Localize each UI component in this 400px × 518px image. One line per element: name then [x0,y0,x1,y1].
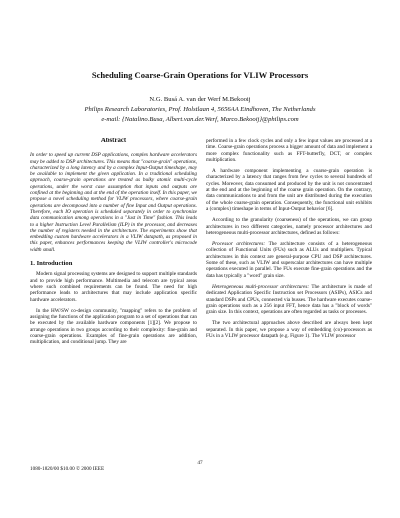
right-paragraph-6: The two architectural approaches above described are always been kept separated. In this paper, we propose a way of embedding (co)-processors as FUs in a VLIW processor datapath (e.g. Figure 1). The VLIW processor [206,320,372,340]
processor-architectures-paragraph [206,241,372,279]
multiprocessor-text: The architecture is made of dedicated Application Specific Instruction set Processors (ASIPs), ASICs and standard DSPs and CPUs, connected via busses. The hardware executes coarse-grain operations such as a 256 input FFT, hence data has a "block of words" grain size. In this context, operations are often regarded as tasks or processes. [206,283,372,316]
affiliation: Philips Research Laboratories, Prof. Holstlaan 4, 5656AA Eindhoven, The Netherlands [84,106,316,113]
right-paragraph-1: performed in a few clock cycles and only a few input values are processed at a time. Coarse-grain operations process a bigger amount of data and implement a more complex functionality such as FFT-butterfly, DCT, or complex multiplication. [206,138,372,163]
page-number: 47 [197,460,203,466]
author-emails: e-mail: {Natalino.Busa, Albert.van.der.Werf, Marco.Bekooij}@philips.com [101,116,299,123]
author-list: N.G. Busá A. van der Werf M.Bekooij [149,96,251,103]
intro-paragraph-1: Modern signal processing systems are designed to support multiple standards and to provide high performance. Multimedia and telecom are typical areas where such combined requirements can be found. The need for high performance leads to architectures that may include application specific hardware accelerators. [30,271,197,303]
introduction-heading: 1. Introduction [30,260,73,268]
multiprocessor-lead: Heterogeneous multi-processor architectures: [212,283,310,290]
abstract-text: In order to speed up current DSP applications, complex hardware accelerators may be added to DSP architectures. This means that "coarse-grain" operations, characterized by a long latency and by a complex Input-Output timeshape, may be available to implement the given application. In a traditional scheduling approach, coarse-grain operations are treated as bulky atomic multi-cycle operations, under the worst case assumption that inputs and outputs are confined at the beginning and at the end of the operation itself. In this paper, we propose a novel scheduling method for VLIW processors, where coarse-grain operations are decomposed into a number of fine Input and Output operations. Therefore, each IO operation is scheduled separately in order to synchronize data communication among operations in a "Just in Time" fashion. This leads to a higher Instruction Level Parallelism (ILP) in the processor, and decreases the number of registers needed in the architecture. The experiments show that embedding custom hardware accelerators in a VLIW datapath, as proposed in this paper, enhances performances keeping the VLIW controller's microcode width small. [30,152,197,253]
right-paragraph-3: According to the granularity (coarseness) of the operations, we can group architectures in two different categories, namely processor architectures and heterogeneous multi-processor architectures, defined as follows: [206,217,372,236]
intro-paragraph-2: In the HW/SW co-design community, "mapping" refers to the problem of assigning the functions of the application program to a set of operations that can be executed by the available hardware components [1][2]. We propose to arrange operations in two groups according to their complexity: fine-grain and coarse-grain operations. Examples of fine-grain operations are addition, multiplication, and conditional jump. They are [30,307,197,346]
right-column [206,138,372,498]
copyright-footer: 1080-1820/00 $10.00 © 2000 IEEE [30,466,105,472]
multiprocessor-paragraph [206,284,372,315]
paper-title: Scheduling Coarse-Grain Operations for VLIW Processors [91,70,309,80]
right-paragraph-2: A hardware component implementing a coarse-grain operation is characterized by a latency that ranges from few cycles to several hundreds of cycles. Moreover, data consumed and produced by the unit is not concentrated at the end and at the beginning of the coarse grain operation. On the contrary, data communications to and from the unit are distributed during the execution of the whole coarse-grain operation. Consequently, the functional unit exhibits a (complex) timeshape in terms of Input-Output behavior [6]. [206,168,372,212]
left-column [30,138,197,468]
processor-architectures-lead: Processor architectures: [212,241,266,248]
abstract-heading: Abstract [100,138,127,144]
processor-architectures-text: The architecture consists of a heterogeneous collection of Functional Units (FUs) such as ALUs and multipliers. Typical architectures in this context are general-purpose CPU and DSP architectures. Some of these, such as VLIW and superscalar architectures can have multiple operations executed in parallel. The FUs execute fine-grain operations and the data has typically a "word" grain size. [206,241,372,279]
